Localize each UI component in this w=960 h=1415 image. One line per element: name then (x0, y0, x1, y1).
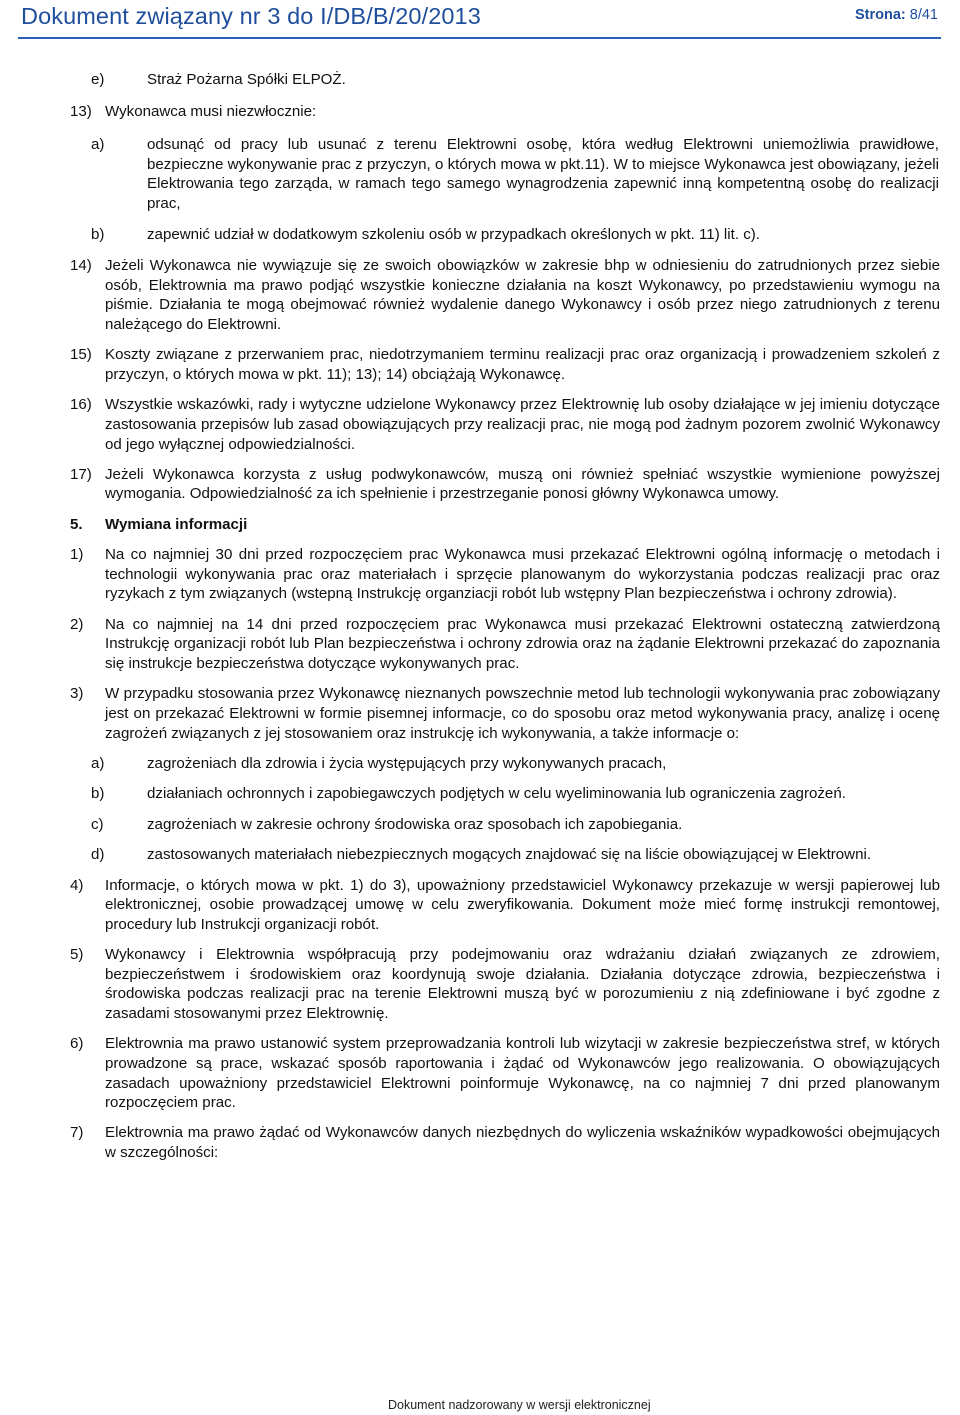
list-item-number: 15) (70, 346, 92, 364)
list-item-text: Jeżeli Wykonawca nie wywiązuje się ze swoich obowiązków w zakresie bhp w odniesieniu do zatrudnionych przez siebie osób, Elektrownia ma prawo podjąć wszystkie konieczne działania na koszt Wykonawcy, po przedstawieniu wymogu na piśmie. Działania te mogą obejmować również wydalenie danego Wykonawcy i osób przez niego zatrudnionych z terenu należącego do Elektrowni. (105, 257, 940, 333)
list-item-number: 4) (70, 876, 84, 894)
header-rule (18, 37, 941, 39)
list-item-number: 1) (70, 546, 84, 564)
list-item-text: zagrożeniach w zakresie ochrony środowiska oraz sposobach ich zapobiegania. (147, 815, 683, 833)
list-item-text: Informacje, o których mowa w pkt. 1) do 3), upoważniony przedstawiciel Wykonawcy przekazuje w wersji papierowej lub elektronicznej, osobie prowadzącej umowę w celu zweryfikowania. Dokument może mieć formę instrukcji remontowej, procedury lub Instrukcji organizacji robót. (105, 876, 940, 933)
list-item (0, 225, 960, 245)
list-item (0, 135, 960, 213)
list-item-text: Wykonawca musi niezwłocznie: (105, 102, 317, 120)
list-item (0, 465, 960, 504)
list-item-number: b) (91, 785, 105, 803)
section-title: Wymiana informacji (105, 515, 248, 533)
list-item-text: działaniach ochronnych i zapobiegawczych podjętych w celu wyeliminowania lub ograniczenia zagrożeń. (147, 785, 846, 803)
list-item-number: c) (91, 815, 104, 833)
list-item-text: zagrożeniach dla zdrowia i życia występujących przy wykonywanych pracach, (147, 755, 667, 772)
list-item-number: 13) (70, 102, 92, 120)
list-item (0, 754, 960, 774)
list-item (0, 845, 960, 865)
page-number-value: 8/41 (909, 7, 938, 23)
list-item-text: zastosowanych materiałach niebezpiecznych mogących znajdować się na liście obowiązującej w Elektrowni. (147, 846, 872, 864)
list-item-text: zapewnić udział w dodatkowym szkoleniu osób w przypadkach określonych w pkt. 11) lit. c). (147, 225, 760, 243)
list-item-text: Wszystkie wskazówki, rady i wytyczne udzielone Wykonawcy przez Elektrownię lub osoby działające w jej imieniu dotyczące zastosowania przepisów lub zasad obowiązujących przy realizacji prac, nie mogą pod żadnym pozorem zwolnić Wykonawcy od jego wyłącznej odpowiedzialności. (105, 396, 940, 453)
list-item (0, 784, 960, 804)
list-item (0, 102, 960, 122)
list-item-number: 6) (70, 1035, 84, 1053)
list-item (0, 876, 960, 935)
list-item (0, 684, 960, 743)
list-item-text: Elektrownia ma prawo żądać od Wykonawców danych niezbędnych do wyliczenia wskaźników wypadkowości obejmujących w szczególności: (105, 1124, 940, 1162)
list-item (0, 256, 960, 334)
list-item-text: Jeżeli Wykonawca korzysta z usług podwykonawców, muszą oni również spełniać wszystkie wymienione powyższej wymogania. Odpowiedzialność za ich spełnienie i przestrzeganie ponosi główny Wykonawca umowy. (105, 465, 940, 503)
document-title: Dokument związany nr 3 do I/DB/B/20/2013 (21, 3, 481, 29)
list-item-text: Wykonawcy i Elektrownia współpracują przy podejmowaniu oraz wdrażaniu działań związanych ze zdrowiem, bezpieczeństwem i środowiskiem oraz koordynują swoje działania. Działania dotyczące zdrowia, bezpieczeństwa i środowiska podczas realizacji prac na terenie Elektrowni muszą być w porozumieniu z nią zdefiniowane i być zgodne z zasadami stosowanymi przez Elektrownię. (105, 946, 940, 1022)
list-item (0, 945, 960, 1023)
list-item-text: W przypadku stosowania przez Wykonawcę nieznanych powszechnie metod lub technologii wykonywania prac zobowiązany jest on przekazać Elektrowni w formie pisemnej informacje, co do sposobu oraz metod wykonywania pracy, analizę i ocenę zagrożeń związanych z jej stosowaniem oraz instrukcję ich wykonywania, a także informacje o: (105, 685, 940, 742)
list-item-text: Elektrownia ma prawo ustanowić system przeprowadzania kontroli lub wizytacji w zakresie bezpieczeństwa stref, w których prowadzone są prace, wskazać sposób raportowania i żądać od Wykonawców jego realizowania. O obowiązujących zasadach upoważniony przedstawiciel Elektrowni poinformuje Wykonawcę, na co najmniej 7 dni przed planowanym rozpoczęciem prac. (105, 1035, 940, 1112)
list-item-text: odsunąć od pracy lub usunać z terenu Elektrowni osobę, która według Elektrowni uniemożliwia prawidłowe, bezpieczne wykonywanie prac z przyczyn, o których mowa w pkt.11). W to miejsce Wykonawca jest obowiązany, jeżeli Elektrowania tego zarząda, w ramach tego samego wynagrodzenia zapewnić inną kompetentną osobę do realizacji prac, (147, 136, 939, 212)
page-number-label: Strona: (854, 7, 906, 23)
list-item (0, 545, 960, 604)
list-item-number: d) (91, 846, 105, 864)
list-item (0, 1123, 960, 1162)
list-item-number: 17) (70, 465, 92, 483)
list-item-number: a) (91, 755, 105, 772)
document-body (0, 70, 960, 1173)
page-number (855, 7, 938, 23)
list-item-text: Na co najmniej na 14 dni przed rozpoczęciem prac Wykonawca musi przekazać Elektrowni ostateczną zatwierdzoną Instrukcję organizacji robót lub Plan bezpieczeństwa i ochrony zdrowia oraz na żądanie Elektrowni przekazać do zapoznania się instrukcje bezpieczeństwa dotyczące wykonywanych prac. (105, 615, 940, 673)
list-item (0, 1034, 960, 1112)
list-item (0, 395, 960, 454)
section-number: 5. (70, 515, 83, 533)
list-item-number: 14) (70, 257, 92, 275)
page-header (0, 0, 960, 38)
list-item-number: 16) (70, 396, 92, 414)
list-item (0, 345, 960, 384)
section-heading (0, 515, 960, 535)
list-item-number: 3) (70, 685, 84, 703)
list-item-number: 2) (70, 615, 84, 633)
list-item-number: 5) (70, 946, 84, 964)
list-item-text: Straż Pożarna Spółki ELPOŻ. (147, 71, 346, 88)
list-item (0, 615, 960, 674)
list-item-number: e) (91, 71, 105, 88)
footer-text: Dokument nadzorowany w wersji elektronicznej (388, 1398, 651, 1412)
list-item-number: a) (91, 136, 105, 154)
list-item (0, 815, 960, 835)
list-item-text: Na co najmniej 30 dni przed rozpoczęciem prac Wykonawca musi przekazać Elektrowni ogólną informację o metodach i technologii wykonywania prac oraz materiałach i sprzęcie planowanym do wykorzystania podczas realizacji prac oraz ryzykach z tym związanych (wstepną Instrukcję organziacji robót lub wstępny Plan bezpieczeństwa i ochrony zdrowia). (105, 546, 940, 603)
list-item (0, 70, 960, 90)
list-item-number: b) (91, 225, 105, 243)
list-item-number: 7) (70, 1124, 84, 1142)
list-item-text: Koszty związane z przerwaniem prac, niedotrzymaniem terminu realizacji prac oraz organizacją i prowadzeniem szkoleń z przyczyn, o których mowa w pkt. 11); 13); 14) obciążają Wykonawcę. (105, 346, 940, 383)
